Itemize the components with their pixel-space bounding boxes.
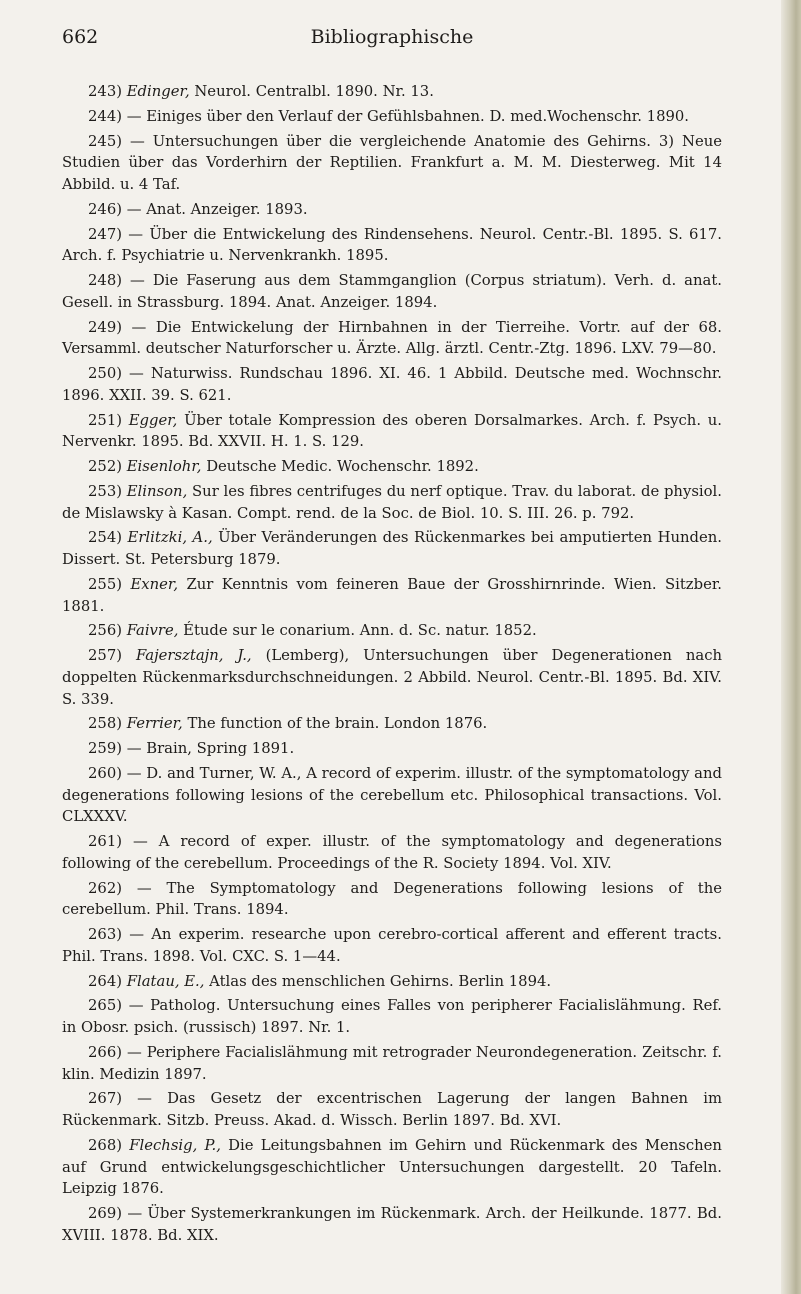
bibliography-entry	[62, 106, 722, 128]
entry-text: — The Symptomatology and Degenerations following lesions of the cerebellum. Phil. Trans. 1894.	[62, 879, 722, 919]
bibliography-entry	[62, 410, 722, 453]
entry-number: 255)	[88, 575, 123, 593]
entry-text: — Die Faserung aus dem Stammganglion (Corpus striatum). Verh. d. anat. Gesell. in Strassburg. 1894. Anat. Anzeiger. 1894.	[62, 272, 722, 311]
bibliography-entry	[62, 763, 722, 828]
entry-text: Über Veränderungen des Rückenmarkes bei amputierten Hunden. Dissert. St. Petersburg 1879.	[62, 529, 722, 569]
entry-text: Atlas des menschlichen Gehirns. Berlin 1894.	[204, 972, 552, 990]
bibliography-entry	[62, 1088, 722, 1131]
bibliography-entry	[62, 620, 722, 642]
entry-author: Eisenlohr,	[126, 458, 202, 476]
entry-number: 243)	[88, 83, 123, 100]
entry-number: 266)	[88, 1043, 123, 1061]
entry-text: — Anat. Anzeiger. 1893.	[126, 200, 308, 218]
entry-text: — Über die Entwickelung des Rindensehens. Neurol. Centr.-Bl. 1895. S. 617. Arch. f. Psychiatrie u. Nervenkrankh. 1895.	[62, 225, 722, 265]
entry-text: Zur Kenntnis vom feineren Baue der Grosshirnrinde. Wien. Sitzber. 1881.	[62, 575, 722, 615]
entry-number: 259)	[88, 740, 123, 758]
page-header	[62, 26, 722, 56]
entry-number: 254)	[88, 529, 123, 547]
bibliography-entry	[62, 199, 722, 221]
entry-number: 245)	[88, 132, 123, 150]
entry-number: 264)	[88, 972, 123, 990]
entry-number: 267)	[88, 1090, 123, 1108]
entry-author: Elinson,	[126, 482, 188, 500]
entry-text: — Brain, Spring 1891.	[126, 740, 295, 758]
entry-author: Faivre,	[126, 622, 179, 640]
entry-text: Die Leitungsbahnen im Gehirn und Rückenmark des Menschen auf Grund entwickelungsgeschichtlicher Untersuchungen dargestellt. 20 Tafeln. Leipzig 1876.	[62, 1136, 722, 1198]
bibliography-entry	[62, 363, 722, 406]
entry-text: — Über Systemerkrankungen im Rückenmark. Arch. der Heilkunde. 1877. Bd. XVIII. 1878. Bd. XIX.	[62, 1205, 722, 1244]
entry-text: — Untersuchungen über die vergleichende Anatomie des Gehirns. 3) Neue Studien über das Vorderhirn der Reptilien. Frankfurt a. M. M. Diesterweg. Mit 14 Abbild. u. 4 Taf.	[62, 132, 722, 193]
bibliography-entry	[62, 1135, 722, 1200]
bibliography-entry	[62, 81, 722, 103]
entry-text: — Patholog. Untersuchung eines Falles von peripherer Facialislähmung. Ref. in Obosr. psich. (russisch) 1897. Nr. 1.	[62, 997, 722, 1037]
entry-number: 249)	[88, 318, 123, 336]
entry-number: 261)	[88, 833, 123, 851]
bibliography-entry	[62, 1042, 722, 1085]
running-title: Bibliographische	[310, 26, 474, 48]
bibliography-list	[62, 81, 722, 1250]
entry-number: 258)	[88, 715, 123, 733]
entry-number: 265)	[88, 997, 123, 1015]
bibliography-entry	[62, 574, 722, 617]
entry-number: 260)	[88, 764, 123, 782]
entry-author: Fajersztajn, J.,	[135, 647, 252, 665]
entry-text: Neurol. Centralbl. 1890. Nr. 13.	[189, 83, 434, 100]
entry-number: 246)	[88, 200, 123, 218]
entry-text: — Die Entwickelung der Hirnbahnen in der Tierreihe. Vortr. auf der 68. Versamml. deutscher Naturforscher u. Ärzte. Allg. ärztl. Centr.-Ztg. 1896. LXV. 79—80.	[62, 318, 722, 358]
bibliography-entry	[62, 971, 722, 993]
bibliography-entry	[62, 924, 722, 967]
entry-text: — Einiges über den Verlauf der Gefühlsbahnen. D. med.Wochenschr. 1890.	[126, 107, 690, 125]
entry-number: 244)	[88, 107, 123, 125]
entry-number: 269)	[88, 1205, 123, 1223]
bibliography-entry	[62, 456, 722, 478]
entry-author: Edinger,	[126, 83, 190, 100]
entry-number: 252)	[88, 458, 123, 476]
bibliography-entry	[62, 1203, 722, 1246]
entry-number: 257)	[88, 647, 123, 665]
bibliography-entry	[62, 831, 722, 874]
bibliography-entry	[62, 131, 722, 196]
entry-number: 247)	[88, 225, 123, 243]
entry-text: Über totale Kompression des oberen Dorsalmarkes. Arch. f. Psych. u. Nervenkr. 1895. Bd. XXVII. H. 1. S. 129.	[62, 411, 722, 451]
entry-author: Egger,	[128, 411, 178, 429]
bibliography-entry	[62, 527, 722, 570]
entry-number: 253)	[88, 482, 123, 500]
entry-number: 248)	[88, 272, 123, 290]
entry-text: — Naturwiss. Rundschau 1896. XI. 46. 1 Abbild. Deutsche med. Wochnschr. 1896. XXII. 39. S. 621.	[62, 365, 722, 404]
bibliography-entry	[62, 738, 722, 760]
entry-author: Flechsig, P.,	[129, 1136, 221, 1154]
entry-text: Sur les fibres centrifuges du nerf optique. Trav. du laborat. de physiol. de Mislawsky à Kasan. Compt. rend. de la Soc. de Biol. 10. S. III. 26. p. 792.	[62, 482, 722, 522]
bibliography-entry	[62, 645, 722, 710]
entry-text: — Das Gesetz der excentrischen Lagerung der langen Bahnen im Rückenmark. Sitzb. Preuss. Akad. d. Wissch. Berlin 1897. Bd. XVI.	[62, 1090, 722, 1130]
entry-text: Étude sur le conarium. Ann. d. Sc. natur. 1852.	[178, 622, 537, 640]
entry-number: 256)	[88, 622, 123, 640]
entry-number: 262)	[88, 879, 123, 897]
entry-text: — D. and Turner, W. A., A record of experim. illustr. of the symptomatology and degenerations following lesions of the cerebellum etc. Philosophical transactions. Vol. CLXXXV.	[62, 764, 722, 826]
entry-text: (Lemberg), Untersuchungen über Degenerationen nach doppelten Rückenmarksdurchschneidungen. 2 Abbild. Neurol. Centr.-Bl. 1895. Bd. XIV. S. 339.	[62, 647, 723, 708]
entry-text: The function of the brain. London 1876.	[182, 715, 488, 733]
page-edge-shadow	[781, 0, 801, 1294]
entry-author: Erlitzki, A.,	[127, 529, 213, 547]
entry-number: 263)	[88, 926, 123, 944]
entry-number: 251)	[88, 411, 123, 429]
bibliography-entry	[62, 317, 722, 360]
entry-number: 268)	[88, 1136, 123, 1154]
entry-text: — Periphere Facialislähmung mit retrograder Neurondegeneration. Zeitschr. f. klin. Medizin 1897.	[62, 1043, 722, 1083]
entry-text: Deutsche Medic. Wochenschr. 1892.	[201, 458, 479, 476]
bibliography-entry	[62, 995, 722, 1038]
entry-number: 250)	[88, 365, 123, 383]
entry-text: — A record of exper. illustr. of the symptomatology and degenerations following of the cerebellum. Proceedings of the R. Society 1894. Vol. XIV.	[62, 833, 722, 872]
bibliography-entry	[62, 224, 722, 267]
bibliography-entry	[62, 481, 722, 524]
page-number: 662	[62, 26, 99, 48]
entry-text: — An experim. researche upon cerebro-cortical afferent and efferent tracts. Phil. Trans. 1898. Vol. CXC. S. 1—44.	[62, 926, 722, 965]
bibliography-entry	[62, 270, 722, 313]
entry-author: Flatau, E.,	[126, 972, 205, 990]
entry-author: Exner,	[130, 575, 179, 593]
bibliography-entry	[62, 878, 722, 921]
bibliography-entry	[62, 713, 722, 735]
entry-author: Ferrier,	[126, 715, 183, 733]
